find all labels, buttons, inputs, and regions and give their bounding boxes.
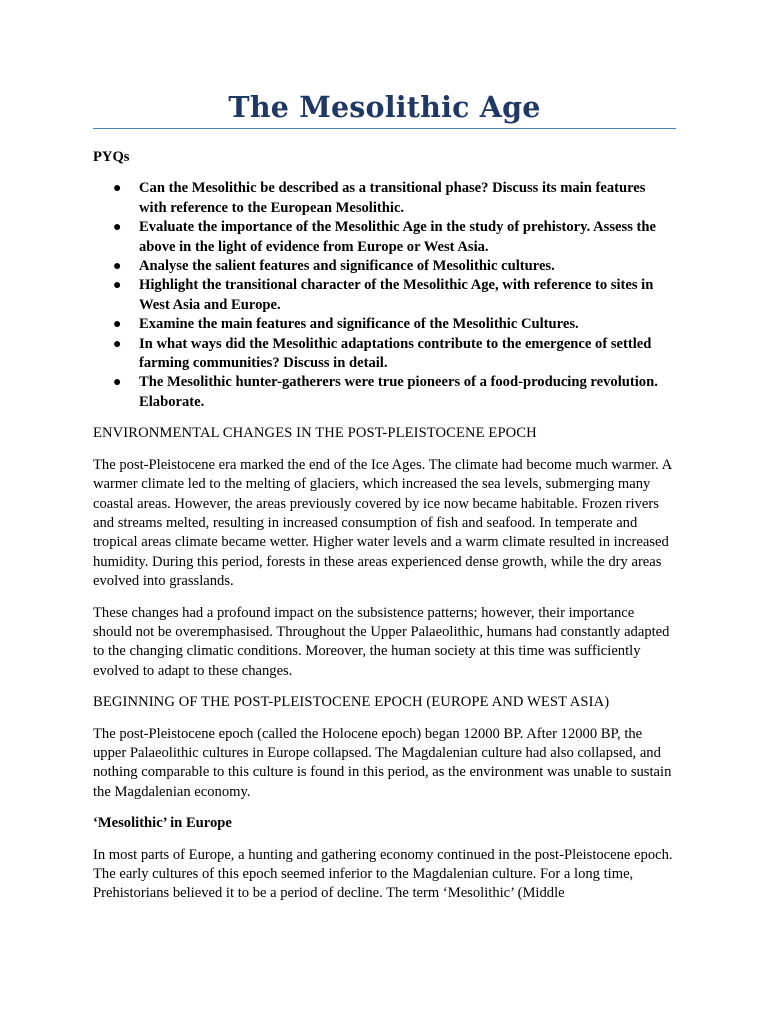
list-item: [93, 373, 676, 412]
list-item: [93, 257, 676, 276]
document-page: [93, 0, 676, 904]
list-item: [93, 218, 676, 257]
subsection-heading-mesolithic-europe: ‘Mesolithic’ in Europe: [93, 815, 232, 832]
pyq-text: Can the Mesolithic be described as a transitional phase? Discuss its main features with reference to the European Mesolithic.: [139, 180, 646, 216]
bullet-icon: ●: [113, 336, 122, 352]
pyq-text: Analyse the salient features and significance of Mesolithic cultures.: [139, 258, 555, 275]
bullet-icon: ●: [113, 317, 122, 333]
pyq-label: PYQs: [93, 149, 130, 165]
pyq-text: Examine the main features and significance of the Mesolithic Cultures.: [139, 316, 579, 333]
pyq-text: The Mesolithic hunter-gatherers were true pioneers of a food-producing revolution. Elaborate.: [139, 374, 658, 410]
bullet-icon: ●: [113, 278, 122, 294]
section-heading-beginning-post-pleistocene: BEGINNING OF THE POST-PLEISTOCENE EPOCH (EUROPE AND WEST ASIA): [93, 694, 610, 711]
bullet-icon: ●: [113, 375, 122, 391]
paragraph-mesolithic-europe: In most parts of Europe, a hunting and gathering economy continued in the post-Pleistocene epoch. The early cultures of this epoch seemed inferior to the Magdalenian culture. For a long time, Prehistorians believed it to be a period of decline. The term ‘Mesolithic’ (Middle: [93, 846, 673, 902]
paragraph-environment-1: The post-Pleistocene era marked the end of the Ice Ages. The climate had become much warmer. A warmer climate led to the melting of glaciers, which increased the sea levels, submerging many coastal areas. However, the areas previously covered by ice now became habitable. Frozen rivers and streams melted, resulting in increased consumption of fish and seafood. In temperate and tropical areas climate became wetter. Higher water levels and a warm climate resulted in increased humidity. During this period, forests in these areas experienced dense growth, while the dry areas evolved into grasslands.: [93, 456, 672, 590]
bullet-icon: ●: [113, 259, 122, 275]
bullet-icon: ●: [113, 181, 122, 197]
list-item: [93, 276, 676, 315]
list-item: [93, 315, 676, 334]
pyq-text: In what ways did the Mesolithic adaptations contribute to the emergence of settled farming communities? Discuss in detail.: [139, 335, 652, 372]
paragraph-environment-2: These changes had a profound impact on the subsistence patterns; however, their importance should not be overemphasised. Throughout the Upper Palaeolithic, humans had constantly adapted to the changing climatic conditions. Moreover, the human society at this time was sufficiently evolved to adapt to these changes.: [93, 604, 670, 679]
bullet-icon: ●: [113, 220, 122, 236]
page-title: The Mesolithic Age: [228, 90, 541, 124]
pyq-text: Highlight the transitional character of the Mesolithic Age, with reference to sites in West Asia and Europe.: [139, 277, 654, 313]
list-item: [93, 179, 676, 218]
pyq-list: [93, 179, 676, 412]
paragraph-holocene: The post-Pleistocene epoch (called the Holocene epoch) began 12000 BP. After 12000 BP, the upper Palaeolithic cultures in Europe collapsed. The Magdalenian culture had also collapsed, and nothing comparable to this culture is found in this period, as the environment was unable to sustain the Magdalenian economy.: [93, 725, 672, 800]
pyq-text: Evaluate the importance of the Mesolithic Age in the study of prehistory. Assess the above in the light of evidence from Europe or West Asia.: [139, 219, 656, 255]
title-divider: [93, 128, 676, 129]
section-heading-environmental-changes: ENVIRONMENTAL CHANGES IN THE POST-PLEISTOCENE EPOCH: [93, 425, 537, 442]
list-item: [93, 335, 676, 374]
